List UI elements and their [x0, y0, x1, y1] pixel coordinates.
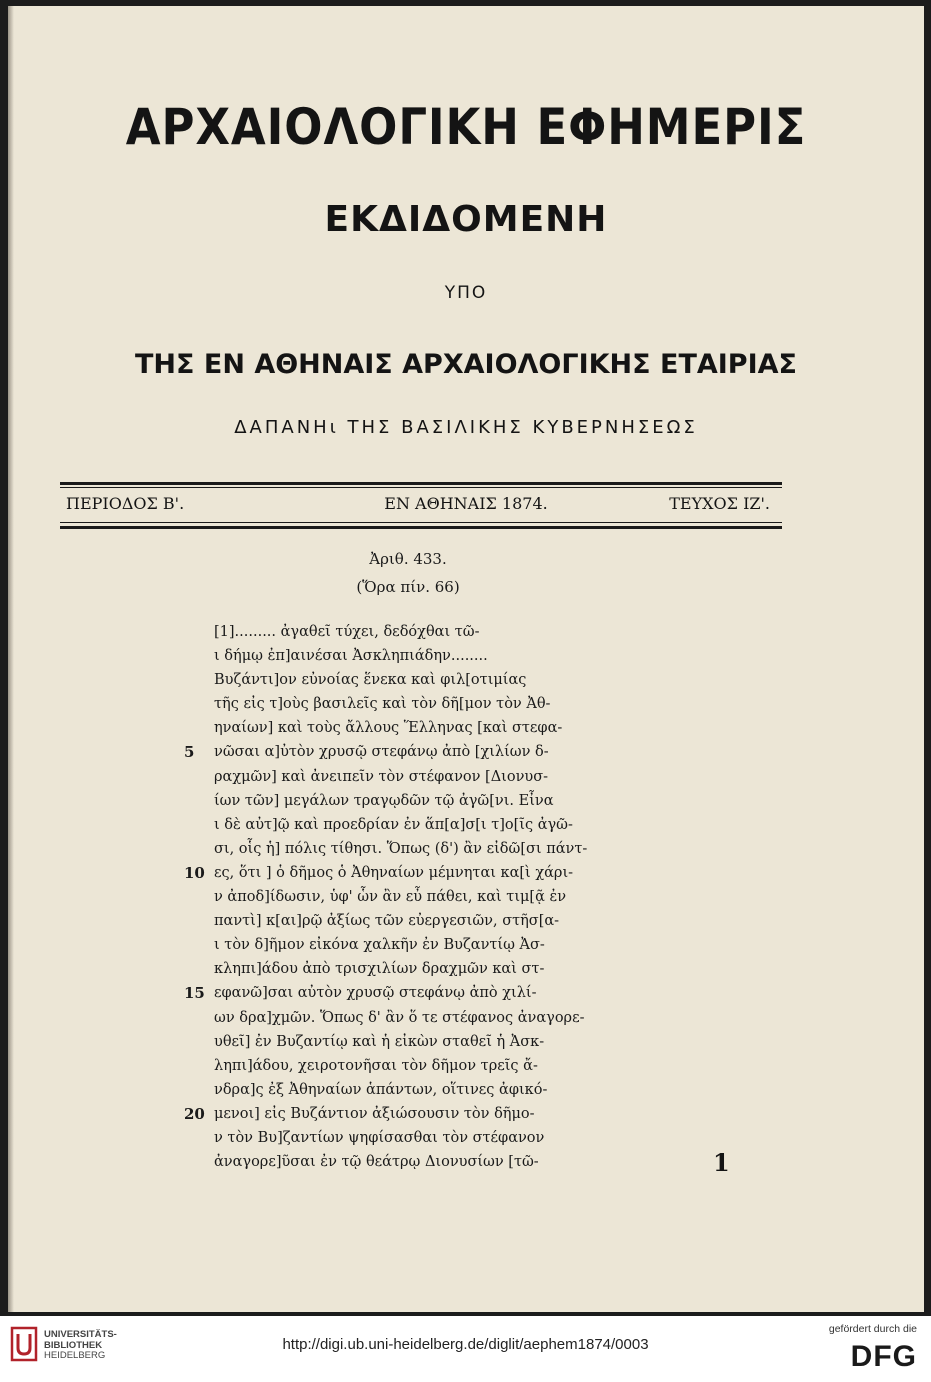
inscription-line	[184, 789, 614, 813]
line-text: ίων τῶν] μεγάλων τραγῳδῶν τῷ ἀγῶ[νι. Εἶνα	[214, 792, 554, 809]
line-text: ι τὸν δ]ῆμον εἰκόνα χαλκῆν ἐν Βυζαντίῳ Ἀσ-	[214, 937, 545, 954]
masthead-issue: ΤΕΥΧΟΣ ΙΖ'.	[669, 494, 770, 513]
inscription-line	[184, 1030, 614, 1054]
line-text: σι, οἷς ἡ] πόλις τίθησι. Ὅπως (δ') ἂν εἰδῶ[σι πάντ-	[214, 840, 588, 857]
line-text: εφανῶ]σαι αὐτὸν χρυσῷ στεφάνῳ ἀπὸ χιλί-	[214, 985, 537, 1002]
line-number: 15	[184, 984, 205, 1003]
plate-reference: (Ὅρα πίν. 66)	[356, 578, 460, 596]
line-text: νδρα]ς ἐξ Ἀθηναίων ἁπάντων, οἵτινες ἀφικό-	[214, 1081, 548, 1098]
inscription-line	[184, 861, 614, 885]
line-text: ι δήμῳ ἐπ]αινέσαι Ἀσκληπιάδην........	[214, 648, 488, 665]
line-text: ες, ὅτι ] ὁ δῆμος ὁ Ἀθηναίων μέμνηται κα[ὶ χάρι-	[214, 864, 574, 881]
inscription-number: Ἀριθ. 433.	[369, 550, 447, 568]
line-text: ν ἀποδ]ίδωσιν, ὑφ' ὧν ἂν εὖ πάθει, καὶ τιμ[ᾷ ἐν	[214, 889, 567, 906]
line-text: κληπι]άδου ἀπὸ τρισχιλίων δραχμῶν καὶ στ-	[214, 961, 545, 978]
masthead-bottom-rule-thin	[60, 522, 782, 523]
dfg-logo: DFG	[850, 1340, 917, 1373]
inscription-line	[184, 933, 614, 957]
inscription-line	[184, 981, 614, 1005]
society-name: ΤΗΣ ΕΝ ΑΘΗΝΑΙΣ ΑΡΧΑΙΟΛΟΓΙΚΗΣ ΕΤΑΙΡΙΑΣ	[135, 349, 797, 380]
line-text: ραχμῶν] καὶ ἀνειπεῖν τὸν στέφανον [Διονυσ-	[214, 768, 549, 785]
line-text: υθεῖ] ἐν Βυζαντίῳ καὶ ἡ εἰκὼν σταθεῖ ἡ Ἀσκ-	[214, 1033, 545, 1050]
library-name-line-3: HEIDELBERG	[44, 1350, 106, 1361]
line-number: 10	[184, 863, 205, 882]
inscription-line	[184, 692, 614, 716]
inscription-line	[184, 668, 614, 692]
inscription-line	[184, 620, 614, 644]
inscription-line	[184, 1102, 614, 1126]
inscription-text	[184, 620, 614, 1174]
library-name-line-2: BIBLIOTHEK	[44, 1339, 103, 1351]
inscription-line	[184, 1006, 614, 1030]
line-text: ἀναγορε]ῦσαι ἐν τῷ θεάτρῳ Διονυσίων [τῶ-	[214, 1154, 539, 1171]
line-text: [1]......... ἀγαθεῖ τύχει, δεδόχθαι τῶ-	[214, 624, 480, 640]
funding-line: ΔΑΠΑΝΗι ΤΗΣ ΒΑΣΙΛΙΚΗΣ ΚΥΒΕΡΝΗΣΕΩΣ	[234, 417, 698, 438]
library-name-line-1: UNIVERSITÄTS-	[44, 1329, 117, 1340]
journal-by-line: ΥΠΟ	[444, 283, 488, 303]
viewer-footer	[0, 1316, 931, 1382]
line-number: 20	[184, 1104, 205, 1123]
line-text: τῆς εἰς τ]οὺς βασιλεῖς καὶ τὸν δῆ[μον τὸν Ἀθ-	[214, 696, 551, 713]
funding-caption: gefördert durch die	[828, 1323, 917, 1335]
inscription-line	[184, 644, 614, 668]
journal-subtitle: ΕΚΔΙΔΟΜΕΝΗ	[324, 199, 608, 240]
journal-title: ΑΡΧΑΙΟΛΟΓΙΚΗ ΕΦΗΜΕΡΙΣ	[125, 98, 807, 156]
inscription-line	[184, 885, 614, 909]
line-text: μενοι] εἰς Βυζάντιον ἀξιώσουσιν τὸν δῆμο-	[214, 1105, 535, 1122]
inscription-line	[184, 813, 614, 837]
line-number: 5	[184, 743, 195, 762]
signature-mark: 1	[713, 1148, 730, 1177]
permalink-url[interactable]: http://digi.ub.uni-heidelberg.de/diglit/aephem1874/0003	[282, 1336, 649, 1353]
line-text: νῶσαι α]ὐτὸν χρυσῷ στεφάνῳ ἀπὸ [χιλίων δ-	[214, 744, 549, 761]
line-text: ν τὸν Βυ]ζαντίων ψηφίσασθαι τὸν στέφανον	[214, 1129, 545, 1146]
line-text: ληπι]άδου, χειροτονῆσαι τὸν δῆμον τρεῖς ἄ-	[214, 1057, 538, 1074]
masthead-place-year: ΕΝ ΑΘΗΝΑΙΣ 1874.	[384, 494, 548, 513]
masthead-period: ΠΕΡΙΟΔΟΣ Β'.	[66, 494, 185, 513]
paper-sheet	[8, 6, 924, 1312]
inscription-line	[184, 765, 614, 789]
masthead-bottom-rule	[60, 526, 782, 529]
inscription-line	[184, 716, 614, 740]
inscription-line	[184, 740, 614, 764]
inscription-line	[184, 957, 614, 981]
line-text: παντὶ] κ[αι]ρῷ ἀξίως τῶν εὐεργεσιῶν, στῆσ[α-	[214, 913, 560, 930]
masthead-top-rule-thin	[60, 487, 782, 488]
inscription-line	[184, 1126, 614, 1150]
line-text: ων δρα]χμῶν. Ὅπως δ' ἂν ὅ τε στέφανος ἀναγορε-	[214, 1009, 585, 1026]
inscription-line	[184, 1054, 614, 1078]
inscription-line	[184, 909, 614, 933]
inscription-line	[184, 1150, 614, 1174]
inscription-line	[184, 837, 614, 861]
masthead-top-rule	[60, 482, 782, 485]
line-text: Βυζάντι]ον εὐνοίας ἕνεκα καὶ φιλ[οτιμίας	[214, 672, 527, 689]
inscription-line	[184, 1078, 614, 1102]
line-text: ηναίων] καὶ τοὺς ἄλλους Ἕλληνας [καὶ στεφα-	[214, 720, 563, 737]
line-text: ι δὲ αὐτ]ῷ καὶ προεδρίαν ἐν ἅπ[α]σ[ι τ]ο[ῖς ἀγῶ-	[214, 816, 573, 833]
